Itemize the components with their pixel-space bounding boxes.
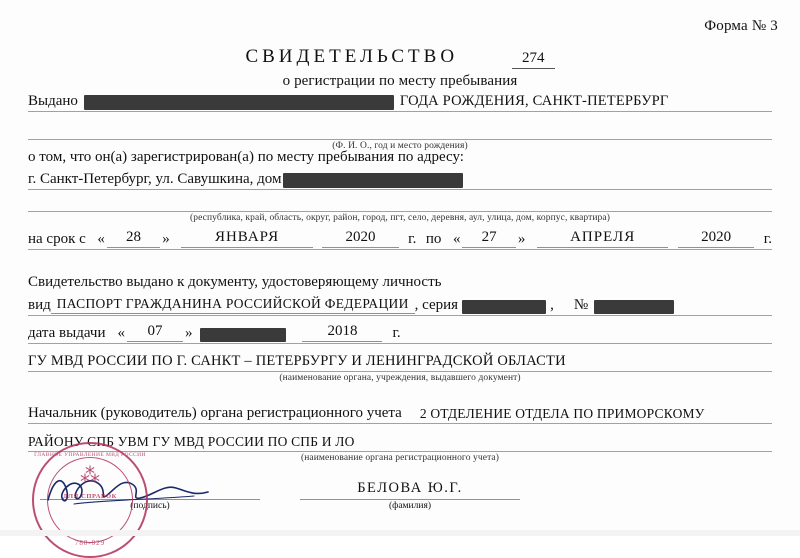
stamp-top-text: ГЛАВНОЕ УПРАВЛЕНИЕ МВД РОССИИ (34, 452, 146, 458)
term-to-year: 2020 (678, 229, 754, 248)
issuing-authority-text: ГУ МВД РОССИИ ПО Г. САНКТ – ПЕТЕРБУРГУ И ЛЕНИНГРАДСКОЙ ОБЛАСТИ (28, 353, 566, 369)
redacted-issue-month-block (200, 328, 286, 342)
identity-doc-type-row (28, 294, 772, 316)
stamp-bottom-text: 780-029 (74, 539, 106, 547)
term-prefix: на срок с (28, 231, 86, 247)
redacted-series-block (462, 300, 546, 314)
form-number: Форма № 3 (704, 18, 778, 34)
term-g1: г. (408, 231, 417, 247)
page-bottom-edge (0, 530, 800, 536)
registered-statement-row (28, 145, 772, 167)
fio-caption: (Ф. И. О., год и место рождения) (332, 141, 468, 151)
issuing-authority-row (28, 350, 772, 383)
address-row (28, 168, 772, 190)
redacted-name-block (84, 95, 394, 110)
signature-caption: (подпись) (130, 501, 170, 511)
address-blank-line (28, 196, 772, 223)
issued-tail-text: ГОДА РОЖДЕНИЯ, САНКТ-ПЕТЕРБУРГ (399, 93, 669, 109)
series-label: , серия (414, 297, 459, 313)
surname-caption: (фамилия) (389, 501, 431, 511)
issue-date-g: г. (392, 325, 401, 341)
issue-date-day: 07 (127, 323, 183, 342)
issue-date-row: дата выдачи « 07 » 2018 г. (28, 322, 772, 344)
chief-org-line2: РАЙОНУ СПБ УВМ ГУ МВД РОССИИ ПО СПБ И ЛО (28, 434, 355, 449)
identity-doc-statement: Свидетельство выдано к документу, удостоверяющему личность (28, 274, 442, 290)
certificate-number: 274 (512, 50, 555, 69)
term-from-day: 28 (107, 229, 160, 248)
term-to-month: АПРЕЛЯ (537, 229, 669, 248)
redacted-house-block (283, 173, 463, 188)
chief-org-line1: 2 ОТДЕЛЕНИЕ ОТДЕЛА ПО ПРИМОРСКОМУ (419, 406, 705, 421)
term-from-month: ЯНВАРЯ (181, 229, 313, 248)
issue-date-year: 2018 (302, 323, 382, 342)
doc-type-label: вид (28, 297, 51, 313)
term-to-day: 27 (462, 229, 515, 248)
series-comma: , (550, 297, 554, 313)
document-title: СВИДЕТЕЛЬСТВО (245, 46, 459, 67)
official-stamp (32, 442, 148, 558)
term-from-year: 2020 (322, 229, 398, 248)
document-title-block (0, 46, 800, 90)
registered-statement-text: о том, что он(а) зарегистрирован(а) по месту пребывания по адресу: (28, 149, 464, 165)
reg-authority-caption: (наименование органа регистрационного учета) (300, 453, 500, 463)
term-g2: г. (763, 231, 772, 247)
stamp-emblem-icon: ⁂ (80, 465, 100, 487)
term-po: по (425, 231, 442, 247)
address-caption: (республика, край, область, округ, район, город, пгт, село, деревня, аул, улица, дом, корпус, квартира) (189, 213, 610, 223)
signer-block (300, 474, 520, 511)
signer-name: БЕЛОВА Ю.Г. (300, 474, 520, 500)
identity-doc-statement-row (28, 270, 772, 292)
number-label: № (573, 297, 589, 313)
term-row: на срок с « 28 » ЯНВАРЯ 2020 г. по « 27 » АПРЕЛЯ 2020 г. (28, 228, 772, 250)
chief-org-row2 (28, 430, 772, 463)
chief-row (28, 402, 772, 424)
issued-label: Выдано (28, 93, 78, 109)
stamp-mid-text: ДЛЯ СПРАВОК (63, 493, 117, 500)
issuing-authority-caption: (наименование органа, учреждения, выдавшего документ) (279, 373, 521, 383)
issue-date-label: дата выдачи (28, 325, 106, 341)
redacted-number-block (594, 300, 674, 314)
chief-label: Начальник (руководитель) органа регистрационного учета (28, 405, 402, 421)
address-text: г. Санкт-Петербург, ул. Савушкина, дом (28, 171, 282, 187)
document-subtitle: о регистрации по месту пребывания (282, 73, 518, 89)
issued-to-row (28, 90, 772, 112)
doc-type-value: ПАСПОРТ ГРАЖДАНИНА РОССИЙСКОЙ ФЕДЕРАЦИИ (51, 296, 415, 314)
